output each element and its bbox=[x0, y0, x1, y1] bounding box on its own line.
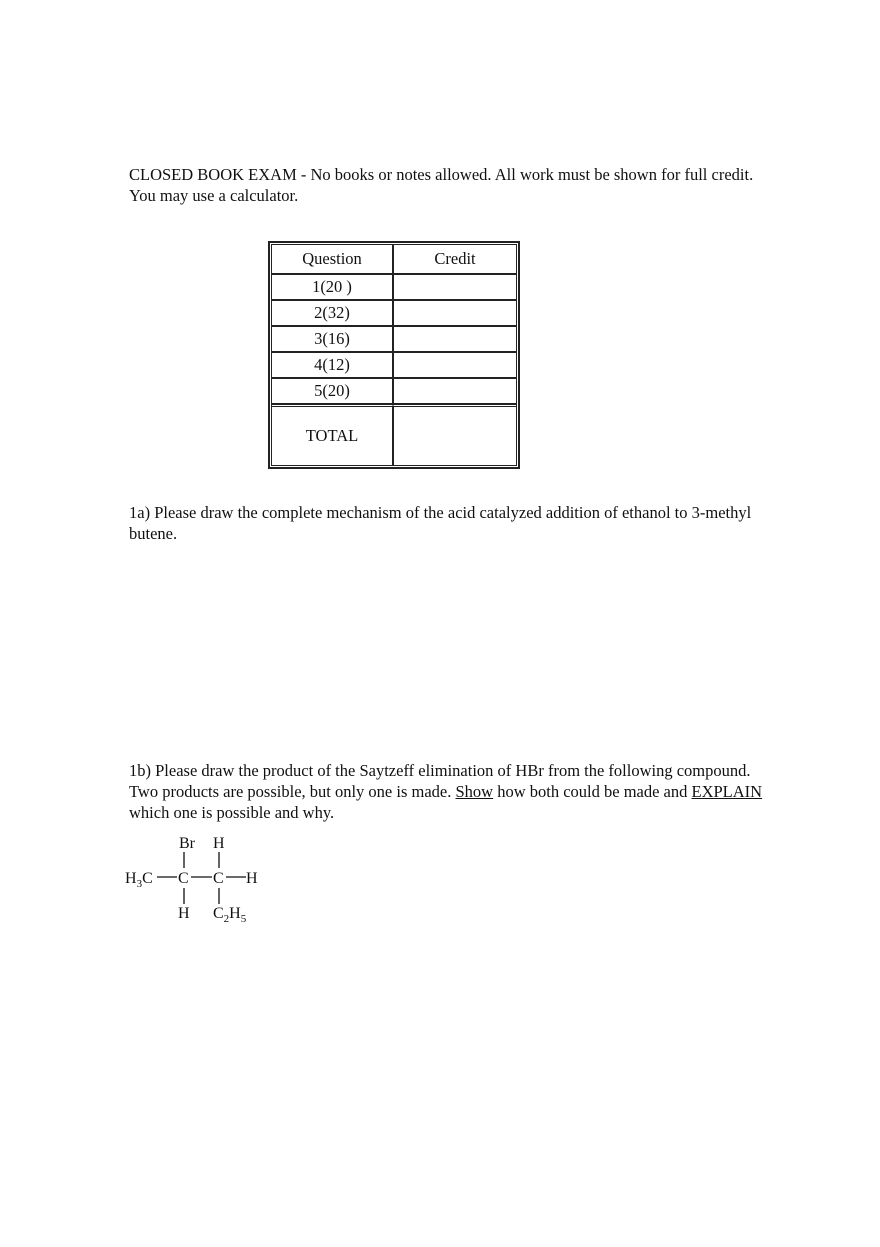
table-row bbox=[271, 300, 517, 326]
right-hydrogen-label: H bbox=[246, 870, 258, 887]
score-table bbox=[268, 241, 520, 469]
credit-cell bbox=[393, 378, 517, 404]
question-cell: 4(12) bbox=[271, 352, 393, 378]
credit-header: Credit bbox=[393, 244, 517, 274]
table-row bbox=[271, 352, 517, 378]
carbon-1-label: C bbox=[178, 870, 189, 887]
score-table-header bbox=[271, 244, 517, 274]
table-row bbox=[271, 326, 517, 352]
bromine-label: Br bbox=[179, 835, 195, 852]
structural-formula bbox=[120, 830, 280, 930]
question-cell: 5(20) bbox=[271, 378, 393, 404]
question-cell: 1(20 ) bbox=[271, 274, 393, 300]
total-row bbox=[271, 404, 517, 466]
show-emphasis: Show bbox=[455, 782, 494, 801]
question-1b bbox=[129, 760, 769, 823]
table-row bbox=[271, 274, 517, 300]
credit-cell bbox=[393, 274, 517, 300]
credit-cell bbox=[393, 326, 517, 352]
question-cell: 3(16) bbox=[271, 326, 393, 352]
credit-cell bbox=[393, 300, 517, 326]
bottom-hydrogen-label: H bbox=[178, 905, 190, 922]
methyl-group: $H_3C$ bbox=[125, 870, 153, 890]
question-1b-text: how both could be made and bbox=[493, 782, 692, 801]
explain-emphasis: EXPLAIN bbox=[691, 782, 763, 801]
question-1b-text: 1b) Please draw the product of the Saytzeff elimination of HBr from the following compound. Two products are possible, but only one is made. bbox=[129, 761, 751, 801]
question-header: Question bbox=[271, 244, 393, 274]
table-row bbox=[271, 378, 517, 404]
total-credit-cell bbox=[393, 404, 517, 466]
carbon-2-label: C bbox=[213, 870, 224, 887]
ethyl-group: $C_2H_5$ bbox=[213, 905, 247, 925]
question-1b-text: which one is possible and why. bbox=[129, 803, 335, 822]
question-1a: 1a) Please draw the complete mechanism of the acid catalyzed addition of ethanol to 3-methyl butene. bbox=[129, 503, 752, 543]
exam-instructions: CLOSED BOOK EXAM - No books or notes allowed. All work must be shown for full credit. You may use a calculator. bbox=[129, 165, 754, 205]
credit-cell bbox=[393, 352, 517, 378]
total-label: TOTAL bbox=[271, 404, 393, 466]
question-cell: 2(32) bbox=[271, 300, 393, 326]
top-hydrogen-label: H bbox=[213, 835, 225, 852]
